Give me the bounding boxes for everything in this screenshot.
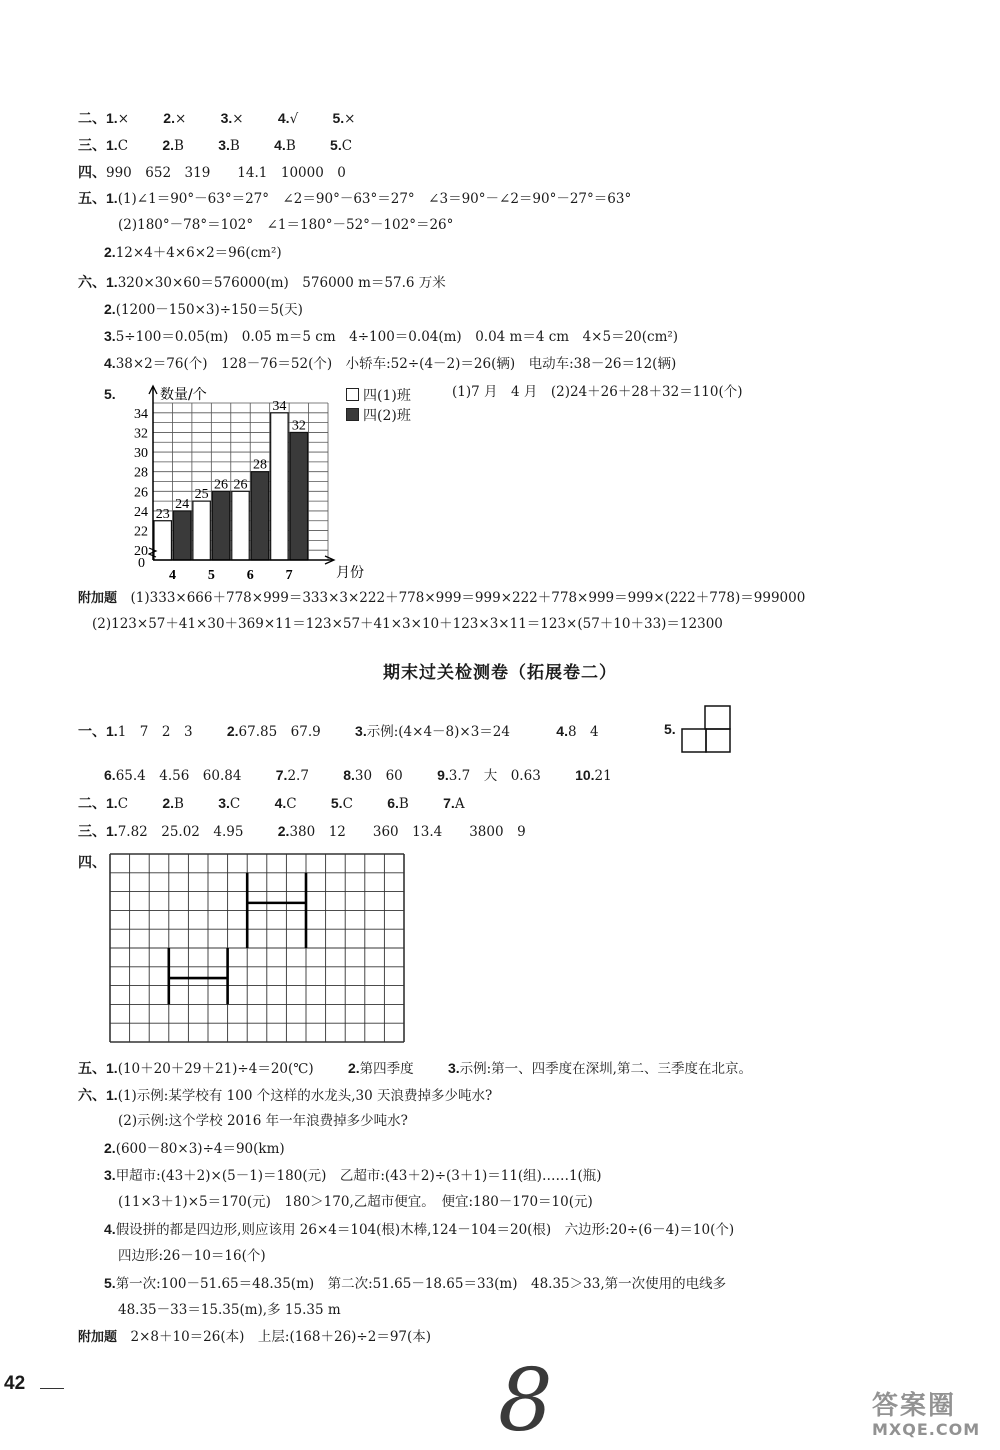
legend-swatch-dark bbox=[346, 408, 359, 421]
p2-answer-row-6-5b: 48.35－33＝15.35(m),多 15.35 m bbox=[118, 1302, 341, 1318]
svg-text:8: 8 bbox=[498, 1351, 553, 1450]
p2-answer-row-6-1: 六、1.(1)示例:某学校有 100 个这样的水龙头,30 天浪费掉多少吨水? bbox=[78, 1087, 493, 1104]
bar-class2 bbox=[251, 472, 268, 560]
answer-row-sec6-4: 4.38×2＝76(个) 128－76＝52(个) 小轿车:52÷(4－2)＝26(辆) 电动车:38－26＝12(辆) bbox=[104, 355, 677, 372]
cube-view-figure bbox=[682, 705, 738, 755]
bar-value-label: 25 bbox=[194, 487, 209, 503]
p2-answer-row-6-5: 5.第一次:100－51.65＝48.35(m) 第二次:51.65－18.65＝33(m) 48.35＞33,第一次使用的电线多 bbox=[104, 1275, 727, 1292]
watermark-url: MXQE.COM bbox=[872, 1420, 981, 1439]
bar-class1 bbox=[271, 413, 288, 560]
p2-answer-row-2: 二、1.C 2.B 3.C 4.C 5.C 6.B 7.A bbox=[78, 795, 465, 812]
y-tick-label: 30 bbox=[134, 446, 148, 462]
y-tick-label: 28 bbox=[134, 465, 148, 481]
grid-drawing bbox=[100, 852, 410, 1042]
p2-answer-row-6-3b: (11×3＋1)×5＝170(元) 180＞170,乙超市便宜。 便宜:180－170＝10(元) bbox=[118, 1194, 593, 1210]
answer-row-sec4: 四、990 652 319 14.1 10000 0 bbox=[78, 164, 346, 181]
answer-row-sec3: 三、1.C 2.B 3.B 4.B 5.C bbox=[78, 137, 353, 154]
bar-value-label: 23 bbox=[155, 506, 170, 522]
legend-swatch-white bbox=[346, 388, 359, 401]
chart-zero-label: 0 bbox=[138, 556, 145, 571]
p2-answer-row-1: 一、1.1 7 2 3 2.67.85 67.9 3.示例:(4×4－8)×3＝24 4.8 4 bbox=[78, 723, 599, 740]
bar-class2 bbox=[290, 432, 307, 560]
p2-answer-row-6-4b: 四边形:26－10＝16(个) bbox=[118, 1248, 266, 1264]
watermark-logo-text: 答案圈 bbox=[872, 1391, 957, 1421]
p2-answer-row-6-3: 3.甲超市:(43＋2)×(5－1)＝180(元) 乙超市:(43＋2)÷(3＋1)＝11(组)……1(瓶) bbox=[104, 1167, 602, 1184]
bar-class2 bbox=[212, 491, 229, 560]
x-tick-label: 6 bbox=[246, 568, 254, 583]
p2-section-4-label: 四、 bbox=[78, 854, 106, 870]
x-tick-label: 5 bbox=[207, 568, 215, 583]
answer-row-sec2: 二、1.× 2.× 3.× 4.√ 5.× bbox=[78, 110, 356, 127]
p2-answer-row-6-2: 2.(600－80×3)÷4＝90(km) bbox=[104, 1140, 285, 1157]
p2-answer-row-3: 三、1.7.82 25.02 4.95 2.380 12 360 13.4 3800 9 bbox=[78, 823, 526, 840]
extra-question-1b: (2)123×57＋41×30＋369×11＝123×57＋41×3×10＋123×3×11＝123×(57＋10＋33)＝12300 bbox=[92, 616, 723, 632]
y-tick-label: 22 bbox=[134, 524, 148, 540]
bar-class2 bbox=[173, 511, 190, 560]
p2-answer-row-1b: 6.65.4 4.56 60.84 7.2.7 8.30 60 9.3.7 大 0.63 10.21 bbox=[104, 767, 612, 784]
answer-row-sec5-2: 2.12×4＋4×6×2＝96(cm²) bbox=[104, 244, 282, 261]
bar-value-label: 26 bbox=[233, 477, 248, 493]
answer-row-sec6-1: 六、1.320×30×60＝576000(m) 576000 m＝57.6 万米 bbox=[78, 274, 446, 291]
answer-row-sec6-5-label: 5. bbox=[104, 386, 116, 402]
chart-legend-item-2: 四(2)班 bbox=[346, 406, 415, 426]
answer-row-sec6-2: 2.(1200－150×3)÷150＝5(天) bbox=[104, 301, 303, 318]
y-tick-label: 24 bbox=[134, 504, 148, 520]
answer-row-sec5-1b: (2)180°－78°＝102° ∠1＝180°－52°－102°＝26° bbox=[118, 217, 454, 233]
y-tick-label: 34 bbox=[134, 406, 148, 422]
p2-q5-label: 5. bbox=[664, 721, 676, 737]
chart-ylabel: 数量/个 bbox=[160, 387, 207, 403]
watermark bbox=[872, 1385, 980, 1439]
x-tick-label: 7 bbox=[285, 568, 293, 583]
extra-question-2: 附加题 2×8＋10＝26(本) 上层:(168＋26)÷2＝97(本) bbox=[78, 1329, 432, 1345]
bar-value-label: 32 bbox=[291, 418, 306, 434]
p2-answer-row-6-4: 4.假设拼的都是四边形,则应该用 26×4＝104(根)木棒,124－104＝20(根) 六边形:20÷(6－4)＝10(个) bbox=[104, 1221, 735, 1238]
bar-class1 bbox=[154, 521, 171, 560]
y-tick-label: 32 bbox=[134, 426, 148, 442]
bar-value-label: 28 bbox=[252, 457, 267, 473]
x-tick-label: 4 bbox=[168, 568, 176, 583]
bar-value-label: 34 bbox=[272, 398, 287, 414]
y-tick-label: 26 bbox=[134, 485, 148, 501]
bar-value-label: 26 bbox=[214, 477, 229, 493]
bar-class1 bbox=[193, 501, 210, 560]
answer-row-sec6-3: 3.5÷100＝0.05(m) 0.05 m＝5 cm 4÷100＝0.04(m) 0.04 m＝4 cm 4×5＝20(cm²) bbox=[104, 328, 679, 345]
bar-class1 bbox=[232, 491, 249, 560]
page-number-rule bbox=[40, 1388, 64, 1389]
bar-value-label: 24 bbox=[175, 496, 190, 512]
p2-answer-row-6-1b: (2)示例:这个学校 2016 年一年浪费掉多少吨水? bbox=[118, 1113, 408, 1129]
page-title: 期末过关检测卷（拓展卷二） bbox=[383, 663, 617, 683]
handwritten-mark bbox=[494, 1351, 553, 1450]
p2-answer-row-5: 五、1.(10＋20＋29＋21)÷4＝20(℃) 2.第四季度 3.示例:第一、四季度在深圳,第二、三季度在北京。 bbox=[78, 1060, 752, 1077]
answer-row-sec5-1: 五、1.(1)∠1＝90°－63°＝27° ∠2＝90°－63°＝27° ∠3＝90°－∠2＝90°－27°＝63° bbox=[78, 190, 632, 207]
extra-question-1: 附加题 (1)333×666＋778×999＝333×3×222＋778×999＝999×222＋778×999＝999×(222＋778)＝999000 bbox=[78, 590, 806, 606]
chart-xlabel: 月份 bbox=[336, 565, 364, 581]
page-number: 42 bbox=[4, 1373, 26, 1394]
y-tick-label: 20 bbox=[134, 544, 148, 560]
answer-row-sec6-5: (1)7 月 4 月 (2)24＋26＋28＋32＝110(个) bbox=[452, 384, 743, 400]
chart-legend-item-1: 四(1)班 bbox=[346, 386, 415, 406]
